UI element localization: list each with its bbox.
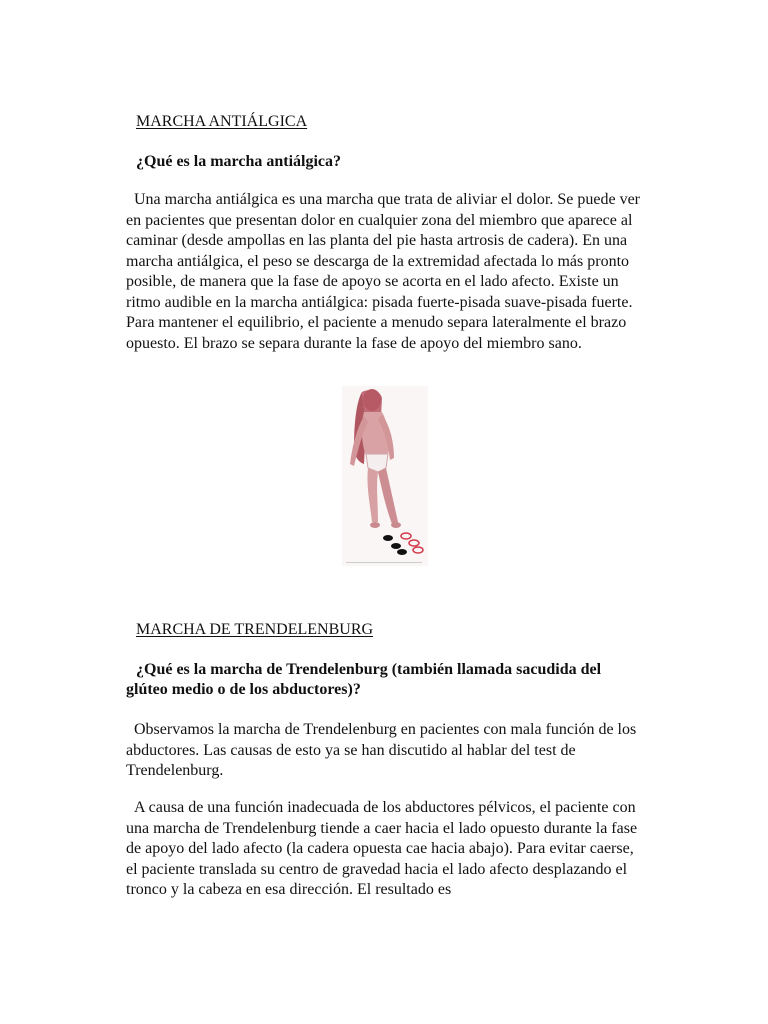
walking-woman-icon — [342, 386, 428, 566]
paragraph-trendelenburg-2: A causa de una función inadecuada de los abductores pélvicos, el paciente con una marcha de Trendelenburg tiende a caer hacia el lado opuesto durante la fase de apoyo del lado afecto (la cadera opuesta cae hacia abajo). Para evitar caerse, el paciente translada su centro de gravedad hacia el lado afecto desplazando el tronco y la cabeza en esa dirección. El resultado es — [126, 799, 638, 898]
section-heading-antialgica: MARCHA ANTIÁLGICA — [136, 113, 308, 130]
question-antialgica — [126, 152, 646, 172]
paragraph-trendelenburg-1: Observamos la marcha de Trendelenburg en pacientes con mala función de los abductores. Las causas de esto ya se han discutido al hablar del test de Trendelenburg. — [126, 721, 637, 779]
footprint-filled-2 — [391, 543, 401, 549]
footprint-filled-3 — [397, 549, 407, 555]
walking-woman-footprints-illustration — [342, 386, 428, 566]
footprint-filled-1 — [383, 535, 393, 541]
question-trendelenburg-text: ¿Qué es la marcha de Trendelenburg (también llamada sacudida del glúteo medio o de los abductores)? — [126, 661, 602, 698]
section-heading-trendelenburg: MARCHA DE TRENDELENBURG — [136, 621, 374, 638]
paragraph-antialgica: Una marcha antiálgica es una marcha que trata de aliviar el dolor. Se puede ver en pacientes que presentan dolor en cualquier zona del miembro que aparece al caminar (desde ampollas en las planta del pie hasta artrosis de cadera). En una marcha antiálgica, el peso se descarga de la extremidad afectada lo más pronto posible, de manera que la fase de apoyo se acorta en el lado afecto. Existe un ritmo audible en la marcha antiálgica: pisada fuerte-pisada suave-pisada fuerte. Para mantener el equilibrio, el paciente a menudo separa lateralmente el brazo opuesto. El brazo se separa durante la fase de apoyo del miembro sano. — [126, 191, 640, 352]
question-antialgica-text: ¿Qué es la marcha antiálgica? — [136, 153, 342, 170]
question-trendelenburg — [126, 660, 646, 700]
